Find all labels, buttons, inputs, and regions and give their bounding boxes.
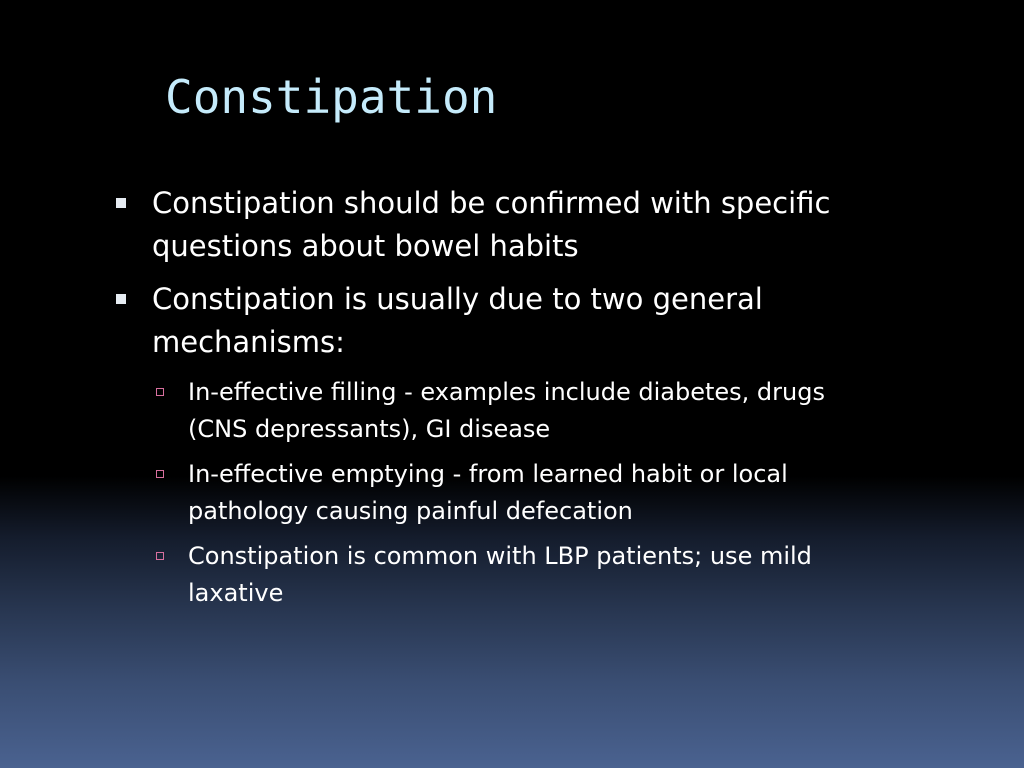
filled-square-bullet-icon	[116, 294, 126, 304]
hollow-square-bullet-icon	[156, 552, 164, 560]
hollow-square-bullet-icon	[156, 388, 164, 396]
bullet-item	[112, 182, 872, 268]
sub-bullet-text: Constipation is common with LBP patients; use mild laxative	[188, 542, 812, 607]
bullet-item	[112, 278, 872, 364]
sub-bullet-text: In-effective emptying - from learned habit or local pathology causing painful defecation	[188, 460, 788, 525]
sub-bullet-item	[148, 538, 872, 612]
sub-bullet-item	[148, 456, 872, 530]
slide-title: Constipation	[165, 70, 498, 124]
sub-bullet-list	[112, 374, 872, 612]
sub-bullet-text: In-effective filling - examples include diabetes, drugs (CNS depressants), GI disease	[188, 378, 825, 443]
bullet-text: Constipation should be confirmed with specific questions about bowel habits	[152, 186, 831, 263]
filled-square-bullet-icon	[116, 198, 126, 208]
bullet-text: Constipation is usually due to two general mechanisms:	[152, 282, 763, 359]
bullet-list	[112, 182, 872, 620]
sub-bullet-item	[148, 374, 872, 448]
hollow-square-bullet-icon	[156, 470, 164, 478]
